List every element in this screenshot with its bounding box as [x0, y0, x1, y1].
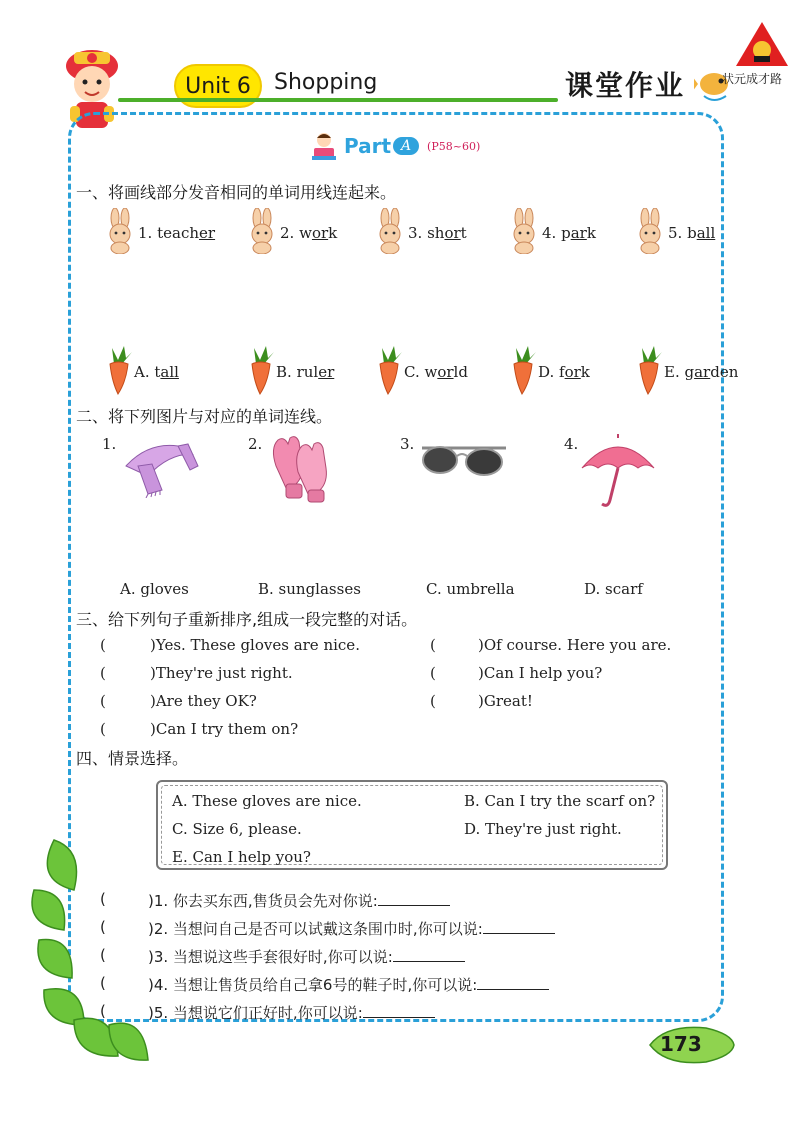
question-text: )2. 当想问自己是否可以试戴这条围巾时,你可以说: [148, 920, 483, 938]
option-scarf: D. scarf [584, 580, 643, 598]
word-part: rul [296, 363, 319, 381]
answer-paren: ( [100, 636, 106, 654]
item-number: A. [134, 363, 155, 381]
item-number: 4. [542, 224, 562, 242]
umbrella-picture [578, 434, 658, 512]
question-text: )1. 你去买东西,售货员会先对你说: [148, 892, 378, 910]
word-part: sh [427, 224, 445, 242]
picture-number: 3. [400, 435, 415, 453]
word-part: k [586, 224, 596, 242]
gloves-picture [266, 432, 336, 504]
item-number: E. [664, 363, 685, 381]
question-row [148, 946, 465, 967]
underlined-sound: ar [570, 224, 587, 242]
dialogue-line: )Of course. Here you are. [478, 636, 672, 654]
word-part: f [559, 363, 565, 381]
series-title: 课堂作业 [565, 69, 686, 102]
underlined-sound: or [444, 224, 461, 242]
match-word-bottom [538, 363, 590, 381]
question-text: )4. 当想让售货员给自己拿6号的鞋子时,你可以说: [148, 976, 478, 994]
sunglasses-picture [422, 447, 506, 475]
question-row [148, 918, 555, 939]
dialogue-line: )They're just right. [150, 664, 293, 682]
unit-label: Unit 6 [174, 64, 262, 108]
answer-paren: ( [430, 636, 436, 654]
word-part: b [687, 224, 697, 242]
unit-name: Shopping [274, 70, 378, 95]
word-part: w [424, 363, 438, 381]
underlined-sound: or [311, 224, 329, 242]
leaf-decoration [14, 820, 154, 1070]
bunny-icon [508, 208, 540, 254]
section-4-title: 四、情景选择。 [76, 749, 189, 768]
match-word-bottom [276, 363, 334, 381]
header-divider [118, 98, 558, 102]
answer-paren: ( [100, 664, 106, 682]
dialogue-line: )Great! [478, 692, 533, 710]
underlined-sound: er [199, 224, 216, 242]
underlined-sound: or [437, 363, 454, 381]
picture-number: 1. [102, 435, 117, 453]
part-word: Part [344, 134, 392, 158]
bunny-icon [246, 208, 278, 254]
answer-blank[interactable] [477, 975, 549, 990]
answer-paren: ( [430, 664, 436, 682]
dialogue-line: )Can I try them on? [150, 720, 299, 738]
dialogue-line: )Can I help you? [478, 664, 603, 682]
answer-blank[interactable] [363, 1003, 435, 1018]
question-text: )3. 当想说这些手套很好时,你可以说: [148, 948, 393, 966]
word-part: k [328, 224, 338, 242]
carrot-icon [246, 344, 276, 396]
choice-option: E. Can I help you? [172, 848, 311, 866]
question-text: )5. 当想说它们正好时,你可以说: [148, 1004, 363, 1022]
option-umbrella: C. umbrella [426, 580, 515, 598]
dialogue-line: )Are they OK? [150, 692, 257, 710]
option-sunglasses: B. sunglasses [258, 580, 361, 598]
choice-option: A. These gloves are nice. [172, 792, 362, 810]
choice-option: D. They're just right. [464, 820, 622, 838]
item-number: 1. [138, 224, 158, 242]
underlined-sound: ar [694, 363, 711, 381]
match-word-bottom [664, 363, 738, 381]
word-part: p [561, 224, 571, 242]
section-2-title: 二、将下列图片与对应的单词连线。 [76, 407, 333, 426]
choice-option: B. Can I try the scarf on? [464, 792, 656, 810]
match-word-top [408, 224, 467, 242]
carrot-icon [634, 344, 664, 396]
answer-paren: ( [100, 946, 106, 964]
underlined-sound: all [160, 363, 179, 381]
question-row [148, 890, 450, 911]
match-word-bottom [134, 363, 179, 381]
picture-number: 4. [564, 435, 579, 453]
item-number: 3. [408, 224, 428, 242]
underlined-sound: all [696, 224, 716, 242]
bunny-icon [104, 208, 136, 254]
reading-girl-icon [308, 130, 340, 162]
word-part: k [580, 363, 590, 381]
bunny-icon [634, 208, 666, 254]
item-number: 2. [280, 224, 300, 242]
brand-logo [734, 20, 790, 68]
match-word-top [542, 224, 596, 242]
brand-name: 状元成才路 [722, 72, 783, 86]
question-row [148, 974, 549, 995]
answer-blank[interactable] [393, 947, 465, 962]
page-number: 173 [660, 1032, 702, 1056]
option-gloves: A. gloves [120, 580, 189, 598]
part-pages: (P58~60) [427, 139, 481, 153]
underlined-sound: er [318, 363, 335, 381]
match-word-bottom [404, 363, 468, 381]
word-part: den [710, 363, 739, 381]
bunny-icon [374, 208, 406, 254]
match-word-top [138, 224, 215, 242]
word-part: w [299, 224, 312, 242]
section-1-title: 一、将画线部分发音相同的单词用线连起来。 [76, 183, 397, 202]
item-number: B. [276, 363, 297, 381]
answer-blank[interactable] [378, 891, 450, 906]
answer-paren: ( [430, 692, 436, 710]
underlined-sound: or [564, 363, 581, 381]
answer-paren: ( [100, 918, 106, 936]
word-part: t [460, 224, 467, 242]
carrot-icon [374, 344, 404, 396]
scarf-picture [118, 436, 200, 498]
answer-paren: ( [100, 890, 106, 908]
answer-paren: ( [100, 974, 106, 992]
word-part: teach [157, 224, 200, 242]
picture-number: 2. [248, 435, 263, 453]
answer-paren: ( [100, 720, 106, 738]
choice-option: C. Size 6, please. [172, 820, 302, 838]
word-part: ld [453, 363, 468, 381]
word-part: g [684, 363, 695, 381]
match-word-top [668, 224, 715, 242]
answer-paren: ( [100, 692, 106, 710]
carrot-icon [508, 344, 538, 396]
answer-paren: ( [100, 1002, 106, 1020]
dialogue-line: )Yes. These gloves are nice. [150, 636, 360, 654]
carrot-icon [104, 344, 134, 396]
word-part: t [154, 363, 161, 381]
section-3-title: 三、给下列句子重新排序,组成一段完整的对话。 [76, 610, 418, 629]
answer-blank[interactable] [483, 919, 555, 934]
item-number: 5. [668, 224, 688, 242]
item-number: C. [404, 363, 425, 381]
match-word-top [280, 224, 337, 242]
part-title [308, 130, 480, 162]
question-row [148, 1002, 435, 1023]
item-number: D. [538, 363, 560, 381]
part-letter: A [393, 137, 419, 155]
